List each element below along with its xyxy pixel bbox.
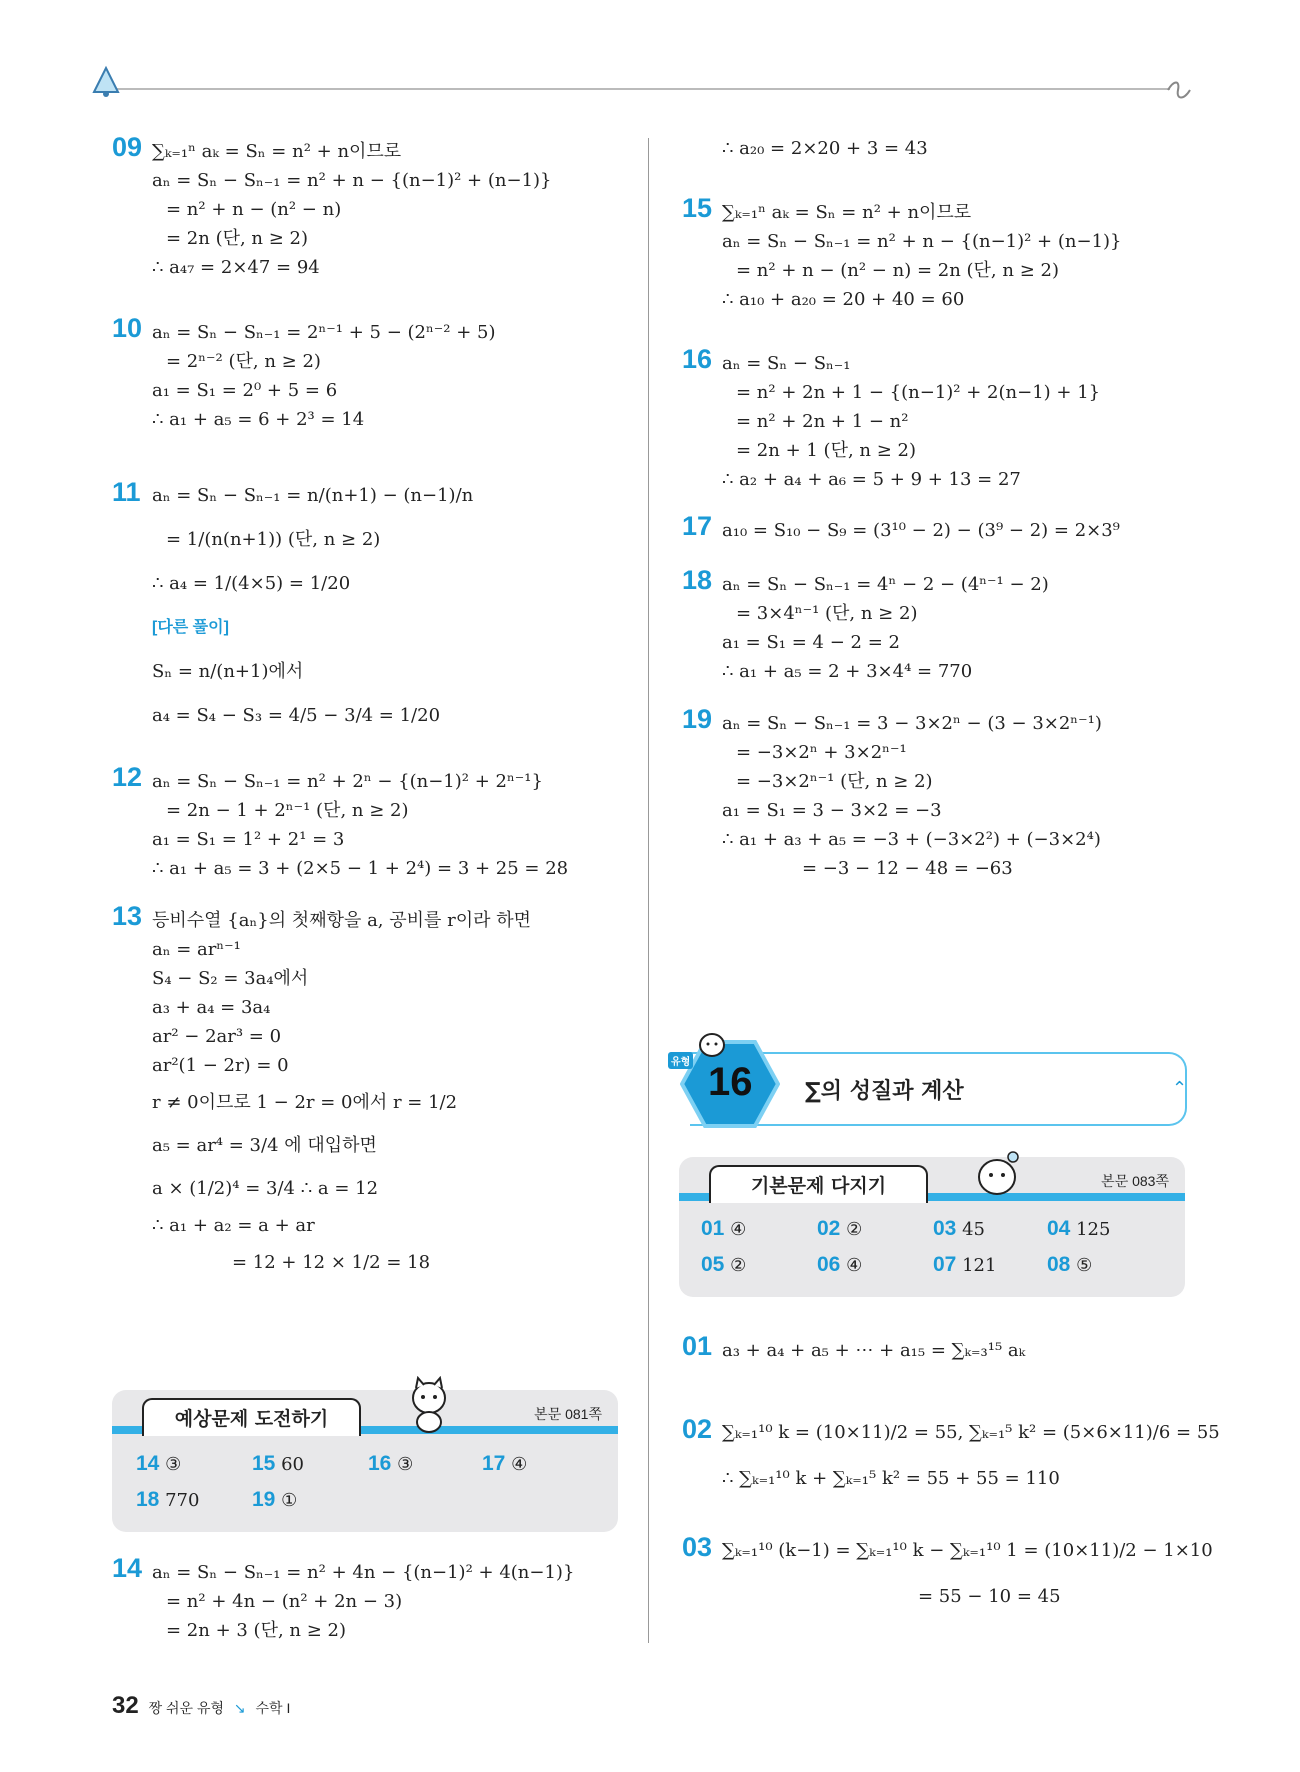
- solution-line: a₁ = S₁ = 1² + 2¹ = 3: [152, 829, 345, 850]
- answer-item: [701, 1253, 746, 1277]
- solution-line: aₙ = Sₙ − Sₙ₋₁ = n² + 4n − {(n−1)² + 4(n−1)}: [152, 1562, 575, 1583]
- solution-line: ar²(1 − 2r) = 0: [152, 1055, 289, 1076]
- solution-line: ∴ a₁₀ + a₂₀ = 20 + 40 = 60: [722, 289, 965, 310]
- solution-line: aₙ = Sₙ − Sₙ₋₁: [722, 353, 851, 374]
- solution-line: = 2ⁿ⁻² (단, n ≥ 2): [166, 351, 321, 372]
- solution-line: a₄ = S₄ − S₃ = 4/5 − 3/4 = 1/20: [152, 705, 441, 726]
- answer-key: 15: [252, 1452, 276, 1475]
- page-reference: 본문 081쪽: [534, 1406, 602, 1422]
- answer-value: 770: [165, 1490, 200, 1511]
- problem-number: 03: [682, 1532, 713, 1562]
- answer-item: [1047, 1217, 1110, 1241]
- book-title: 짱 쉬운 유형: [148, 1700, 224, 1716]
- solution-line: = 2n − 1 + 2ⁿ⁻¹ (단, n ≥ 2): [166, 800, 409, 821]
- solution-line: = n² + 4n − (n² + 2n − 3): [166, 1591, 403, 1612]
- solution-line: = n² + 2n + 1 − n²: [736, 411, 909, 432]
- solution-line: = n² + n − (n² − n): [166, 199, 342, 220]
- caret-up-icon: ⌃: [1172, 1078, 1188, 1099]
- problem-17: [682, 511, 1202, 545]
- answer-key: 01: [701, 1217, 725, 1240]
- answer-item: [482, 1452, 527, 1476]
- subject-name: 수학 I: [255, 1700, 291, 1716]
- header-rule: [110, 88, 1170, 90]
- problem-15: [682, 193, 1202, 314]
- answer-value: 125: [1076, 1219, 1111, 1240]
- problem-01: [682, 1331, 1202, 1365]
- mascot-cat-icon: [969, 1151, 1025, 1207]
- answer-key: 18: [136, 1488, 160, 1511]
- solution-line: aₙ = Sₙ − Sₙ₋₁ = n/(n+1) − (n−1)/n: [152, 485, 474, 506]
- box-tab-title: 예상문제 도전하기: [142, 1398, 361, 1436]
- answer-key: 05: [701, 1253, 725, 1276]
- solution-line: a₅ = ar⁴ = 3/4 에 대입하면: [152, 1135, 377, 1156]
- problem-number: 14: [112, 1553, 143, 1583]
- answer-item: [368, 1452, 413, 1476]
- box-tab-title: 기본문제 다지기: [709, 1165, 928, 1203]
- problem-11: [112, 474, 632, 738]
- page-reference: 본문 083쪽: [1101, 1173, 1169, 1189]
- solution-line: ∴ a₁ + a₅ = 2 + 3×4⁴ = 770: [722, 661, 973, 682]
- solution-line: a₃ + a₄ + a₅ + ⋯ + a₁₅ = ∑ₖ₌₃¹⁵ aₖ: [722, 1340, 1026, 1361]
- mascot-cat-icon: [404, 1376, 454, 1438]
- answer-key: 17: [482, 1452, 506, 1475]
- solution-line: = 2n (단, n ≥ 2): [166, 228, 309, 249]
- answer-item: [1047, 1253, 1092, 1277]
- answer-item: [701, 1217, 746, 1241]
- solution-line: ∴ ∑ₖ₌₁¹⁰ k + ∑ₖ₌₁⁵ k² = 55 + 55 = 110: [722, 1468, 1060, 1489]
- problem-14-continued: [682, 134, 1202, 163]
- answer-item: [252, 1452, 304, 1476]
- answer-value: ④: [511, 1454, 528, 1475]
- problem-19: [682, 704, 1202, 883]
- answer-item: [933, 1217, 985, 1241]
- problem-12: [112, 762, 632, 883]
- solution-line: ∴ a₁ + a₂ = a + ar: [152, 1215, 315, 1236]
- answer-key: 07: [933, 1253, 957, 1276]
- ribbon-icon: [1164, 78, 1194, 106]
- answer-key: 08: [1047, 1253, 1071, 1276]
- page-footer: [112, 1692, 290, 1720]
- solution-line: 등비수열 {aₙ}의 첫째항을 a, 공비를 r이라 하면: [152, 910, 532, 931]
- solution-line: aₙ = Sₙ − Sₙ₋₁ = n² + n − {(n−1)² + (n−1)}: [152, 170, 552, 191]
- solution-line: ∴ a₁ + a₅ = 3 + (2×5 − 1 + 2⁴) = 3 + 25 = 28: [152, 858, 569, 879]
- alt-solution-tag: [다른 풀이]: [152, 619, 229, 636]
- answer-value: ③: [165, 1454, 182, 1475]
- page-number: 32: [112, 1692, 139, 1719]
- answer-item: [136, 1488, 199, 1512]
- solution-line: a₁ = S₁ = 2⁰ + 5 = 6: [152, 380, 338, 401]
- answer-value: ④: [846, 1255, 863, 1276]
- solution-line: a₁₀ = S₁₀ − S₉ = (3¹⁰ − 2) − (3⁹ − 2) = 2×3⁹: [722, 520, 1120, 541]
- problem-number: 01: [682, 1331, 713, 1361]
- solution-line: ∴ a₄₇ = 2×47 = 94: [152, 257, 320, 278]
- section-title: ∑의 성질과 계산: [805, 1079, 964, 1104]
- answer-key: 03: [933, 1217, 957, 1240]
- answer-key: 14: [136, 1452, 160, 1475]
- problem-03: [682, 1528, 1213, 1620]
- solution-line: aₙ = Sₙ − Sₙ₋₁ = n² + 2ⁿ − {(n−1)² + 2ⁿ⁻¹}: [152, 771, 543, 792]
- solution-line: = 2n + 1 (단, n ≥ 2): [736, 440, 916, 461]
- solution-line: a₁ = S₁ = 4 − 2 = 2: [722, 632, 900, 653]
- solution-line: aₙ = Sₙ − Sₙ₋₁ = n² + n − {(n−1)² + (n−1)}: [722, 231, 1122, 252]
- problem-number: 09: [112, 132, 143, 162]
- solution-line: S₄ − S₂ = 3a₄에서: [152, 968, 309, 989]
- section-badge: 유형: [668, 1052, 693, 1069]
- solution-line: a₁ = S₁ = 3 − 3×2 = −3: [722, 800, 942, 821]
- answer-value: ②: [846, 1219, 863, 1240]
- solution-line: = 12 + 12 × 1/2 = 18: [232, 1252, 431, 1273]
- column-divider: [648, 138, 649, 1643]
- solution-line: ∑ₖ₌₁ⁿ aₖ = Sₙ = n² + n이므로: [722, 202, 972, 223]
- solution-line: r ≠ 0이므로 1 − 2r = 0에서 r = 1/2: [152, 1092, 458, 1113]
- problem-02: [682, 1410, 1220, 1502]
- solution-line: = 3×4ⁿ⁻¹ (단, n ≥ 2): [736, 603, 918, 624]
- solution-line: = −3 − 12 − 48 = −63: [802, 858, 1013, 879]
- solution-line: = 1/(n(n+1)) (단, n ≥ 2): [166, 529, 381, 550]
- problem-number: 16: [682, 344, 713, 374]
- solution-line: a × (1/2)⁴ = 3/4 ∴ a = 12: [152, 1178, 379, 1199]
- problem-number: 17: [682, 511, 713, 541]
- answer-item: [933, 1253, 996, 1277]
- mascot-cat-icon: [696, 1028, 728, 1062]
- section-number: 16: [708, 1060, 753, 1104]
- solution-line: = n² + n − (n² − n) = 2n (단, n ≥ 2): [736, 260, 1059, 281]
- problem-number: 11: [112, 477, 141, 507]
- problem-13: [112, 901, 632, 1277]
- answer-value: ③: [397, 1454, 414, 1475]
- solution-line: ∴ a₁ + a₅ = 6 + 2³ = 14: [152, 409, 365, 430]
- solution-line: = −3×2ⁿ⁻¹ (단, n ≥ 2): [736, 771, 933, 792]
- answer-value: ②: [730, 1255, 747, 1276]
- solution-line: ∑ₖ₌₁ⁿ aₖ = Sₙ = n² + n이므로: [152, 141, 402, 162]
- answer-value: ④: [730, 1219, 747, 1240]
- solution-line: = −3×2ⁿ + 3×2ⁿ⁻¹: [736, 742, 907, 763]
- answer-key: 16: [368, 1452, 392, 1475]
- problem-number: 02: [682, 1414, 713, 1444]
- solution-line: aₙ = Sₙ − Sₙ₋₁ = 2ⁿ⁻¹ + 5 − (2ⁿ⁻² + 5): [152, 322, 496, 343]
- solution-line: Sₙ = n/(n+1)에서: [152, 661, 304, 682]
- answer-key: 06: [817, 1253, 841, 1276]
- answer-value: 60: [281, 1454, 304, 1475]
- arrow-icon: ↘: [233, 1700, 246, 1716]
- problem-number: 18: [682, 565, 713, 595]
- problem-number: 10: [112, 313, 143, 343]
- answer-item: [817, 1253, 862, 1277]
- problem-16: [682, 344, 1202, 494]
- solution-line: aₙ = arⁿ⁻¹: [152, 939, 241, 960]
- solution-line: ∴ a₂₀ = 2×20 + 3 = 43: [722, 138, 928, 159]
- bell-icon: [86, 62, 126, 102]
- problem-10: [112, 313, 632, 434]
- solution-line: = 2n + 3 (단, n ≥ 2): [166, 1620, 346, 1641]
- problem-09: [112, 132, 632, 282]
- problem-number: 12: [112, 762, 143, 792]
- answer-key: 19: [252, 1488, 276, 1511]
- answer-value: ①: [281, 1490, 298, 1511]
- solution-line: ∴ a₂ + a₄ + a₆ = 5 + 9 + 13 = 27: [722, 469, 1021, 490]
- basic-problems-box: [679, 1157, 1185, 1297]
- solution-line: ∴ a₁ + a₃ + a₅ = −3 + (−3×2²) + (−3×2⁴): [722, 829, 1101, 850]
- answer-item: [817, 1217, 862, 1241]
- expected-problems-box: [112, 1390, 618, 1532]
- answer-value: 121: [962, 1255, 997, 1276]
- answer-key: 02: [817, 1217, 841, 1240]
- answer-item: [136, 1452, 181, 1476]
- solution-line: ∑ₖ₌₁¹⁰ (k−1) = ∑ₖ₌₁¹⁰ k − ∑ₖ₌₁¹⁰ 1 = (10×11)/2 − 1×10: [722, 1540, 1213, 1561]
- section-number-hexagon: [680, 1040, 780, 1128]
- answer-item: [252, 1488, 297, 1512]
- problem-18: [682, 565, 1202, 686]
- solution-line: = 55 − 10 = 45: [918, 1586, 1061, 1607]
- problem-number: 15: [682, 193, 713, 223]
- solution-line: aₙ = Sₙ − Sₙ₋₁ = 3 − 3×2ⁿ − (3 − 3×2ⁿ⁻¹): [722, 713, 1102, 734]
- solution-line: ∴ a₄ = 1/(4×5) = 1/20: [152, 573, 351, 594]
- solution-line: aₙ = Sₙ − Sₙ₋₁ = 4ⁿ − 2 − (4ⁿ⁻¹ − 2): [722, 574, 1049, 595]
- solution-line: ∑ₖ₌₁¹⁰ k = (10×11)/2 = 55, ∑ₖ₌₁⁵ k² = (5×6×11)/6 = 55: [722, 1422, 1220, 1443]
- problem-number: 13: [112, 901, 143, 931]
- answer-value: ⑤: [1076, 1255, 1093, 1276]
- solution-line: a₃ + a₄ = 3a₄: [152, 997, 271, 1018]
- problem-14: [112, 1553, 632, 1645]
- problem-number: 19: [682, 704, 713, 734]
- answer-value: 45: [962, 1219, 985, 1240]
- solution-line: = n² + 2n + 1 − {(n−1)² + 2(n−1) + 1}: [736, 382, 1101, 403]
- answer-key: 04: [1047, 1217, 1071, 1240]
- solution-line: ar² − 2ar³ = 0: [152, 1026, 282, 1047]
